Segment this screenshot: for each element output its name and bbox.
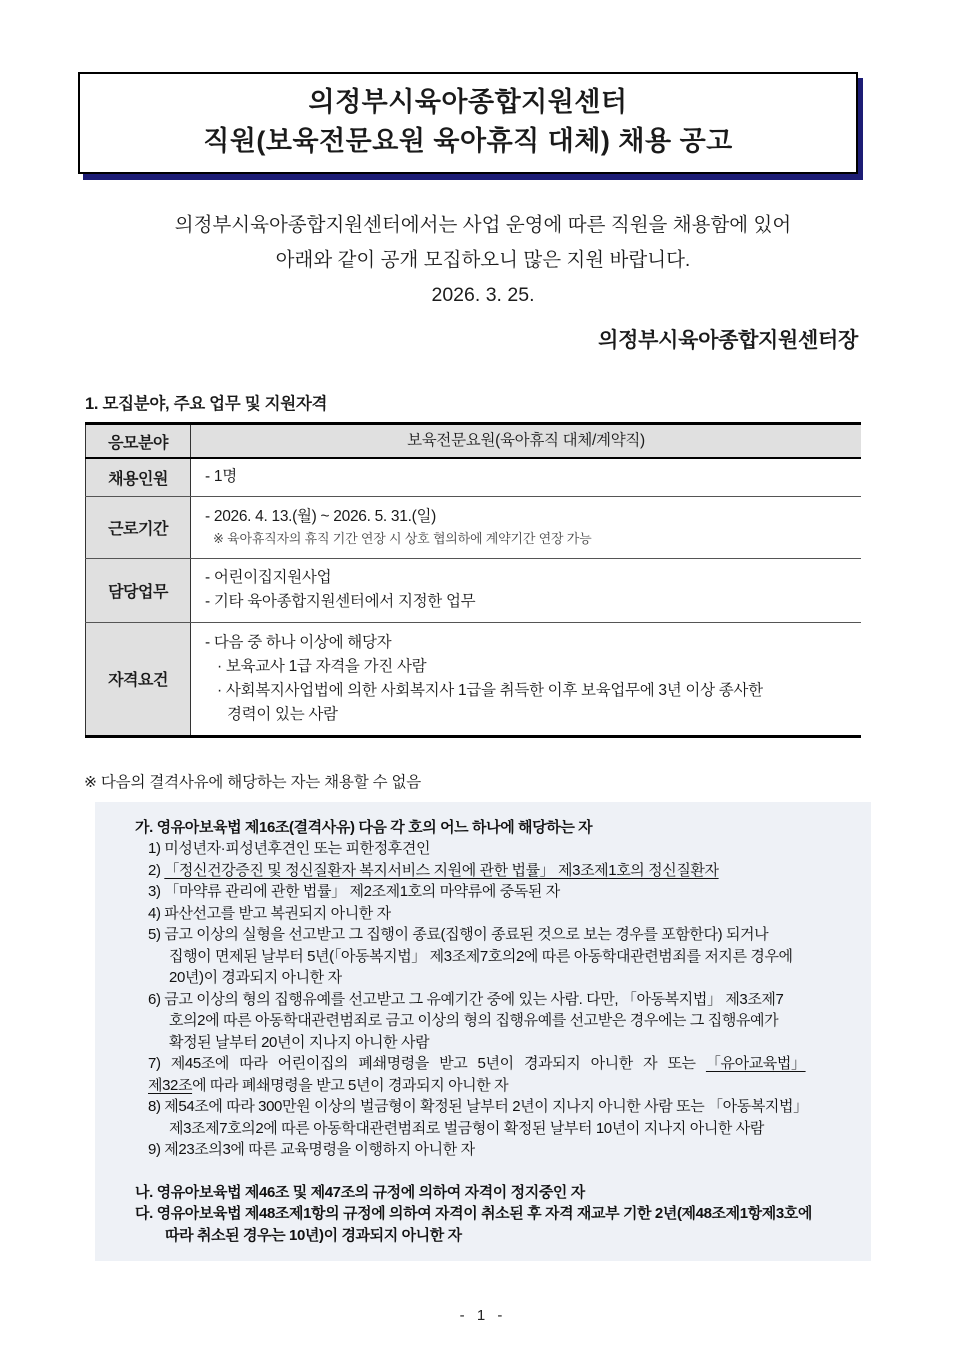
intro-line-2: 아래와 같이 공개 모집하오니 많은 지원 바랍니다. bbox=[275, 249, 691, 271]
clause-item-9: 9) 제23조의3에 따른 교육명령을 이행하지 아니한 자 bbox=[148, 1141, 475, 1158]
spacer bbox=[135, 1161, 859, 1182]
clause-item-5-cont: 20년)이 경과되지 아니한 자 bbox=[169, 969, 342, 986]
field-label: 응모분야 bbox=[86, 424, 191, 459]
duty-line: - 기타 육아종합지원센터에서 지정한 업무 bbox=[205, 593, 476, 610]
qualification-line: · 사회복지사업법에 의한 사회복지사 1급을 취득한 이후 보육업무에 3년 이상 종사한 bbox=[217, 681, 763, 699]
intro-line-1: 의정부시육아종합지원센터에서는 사업 운영에 따른 직원을 채용함에 있어 bbox=[174, 214, 792, 236]
clause-item-2 bbox=[148, 860, 859, 882]
field-label: 채용인원 bbox=[86, 458, 191, 496]
qualification-line: · 보육교사 1급 자격을 가진 사람 bbox=[217, 657, 427, 675]
clause-ga-heading: 가. 영유아보육법 제16조(결격사유) 다음 각 호의 어느 하나에 해당하는 자 bbox=[135, 818, 593, 836]
table-row-work-period bbox=[86, 496, 862, 558]
qualification-line: 경력이 있는 사람 bbox=[227, 705, 338, 723]
field-label: 자격요건 bbox=[86, 622, 191, 736]
field-value bbox=[191, 558, 862, 622]
section1-heading: 1. 모집분야, 주요 업무 및 지원자격 bbox=[85, 395, 328, 413]
field-label: 담당업무 bbox=[86, 558, 191, 622]
item7-cont-text: 에 따라 폐쇄명령을 받고 5년이 경과되지 아니한 자 bbox=[192, 1076, 509, 1094]
item7-text: 7) 제45조에 따라 어린이집의 폐쇄명령을 받고 5년이 경과되지 아니한 자 또는 bbox=[148, 1055, 706, 1072]
signer-title: 의정부시육아종합지원센터장 bbox=[598, 329, 858, 352]
announcement-date: 2026. 3. 25. bbox=[431, 284, 535, 306]
table-row-headcount bbox=[86, 458, 862, 496]
field-value: 보육전문요원(육아휴직 대체/계약직) bbox=[191, 424, 862, 459]
clause-item-4: 4) 파산선고를 받고 복권되지 아니한 자 bbox=[148, 904, 391, 922]
duty-line: - 어린이집지원사업 bbox=[205, 569, 332, 586]
item7-underlined-ref: 제32조 bbox=[148, 1076, 193, 1094]
clause-item-5: 5) 금고 이상의 실형을 선고받고 그 집행이 종료(집행이 종료된 것으로 보는 경우를 포함한다) 되거나 bbox=[148, 926, 769, 943]
period-sub-note: ※ 육아휴직자의 휴직 기간 연장 시 상호 협의하에 계약기간 연장 가능 bbox=[213, 531, 592, 546]
clause-da: 다. 영유아보육법 제48조제1항의 규정에 의하여 자격이 취소된 후 자격 재교부 기한 2년(제48조제1항제3호에 bbox=[135, 1205, 812, 1222]
clause-na: 나. 영유아보육법 제46조 및 제47조의 규정에 의하여 자격이 정지중인 자 bbox=[135, 1183, 585, 1201]
item7-underlined-text: 「유아교육법」 bbox=[705, 1055, 806, 1072]
item2-underlined-text: 「정신건강증진 및 정신질환자 복지서비스 지원에 관한 법률」 제3조제1호의 정신질환자 bbox=[164, 861, 719, 879]
field-label: 근로기간 bbox=[86, 496, 191, 558]
recruitment-table bbox=[85, 422, 861, 738]
field-value: - 1명 bbox=[191, 458, 862, 496]
clause-item-8: 8) 제54조에 따라 300만원 이상의 벌금형이 확정된 날부터 2년이 지나지 아니한 사람 또는 「아동복지법」 bbox=[148, 1098, 808, 1115]
title-box bbox=[78, 72, 858, 174]
clause-item-6: 6) 금고 이상의 형의 집행유예를 선고받고 그 유예기간 중에 있는 사람. 다만, 「아동복지법」 제3조제7 bbox=[148, 990, 784, 1008]
clause-item-5-cont: 집행이 면제된 날부터 5년(「아동복지법」 제3조제7호의2에 따른 아동학대관련범죄를 저지른 경우에 bbox=[169, 947, 793, 965]
table-row-field bbox=[86, 424, 862, 459]
table-row-qualifications bbox=[86, 622, 862, 736]
title-line-2: 직원(보육전문요원 육아휴직 대체) 채용 공고 bbox=[203, 126, 733, 156]
period-line: - 2026. 4. 13.(월) ~ 2026. 5. 31.(일) bbox=[205, 508, 436, 525]
clause-item-6-cont: 호의2에 따른 아동학대관련범죄로 금고 이상의 형의 집행유예를 선고받은 경우에는 그 집행유예가 bbox=[169, 1012, 779, 1029]
clause-item-3: 3) 「마약류 관리에 관한 법률」 제2조제1호의 마약류에 중독된 자 bbox=[148, 883, 560, 900]
field-value bbox=[191, 496, 862, 558]
clause-item-7 bbox=[148, 1053, 859, 1075]
qualification-line: - 다음 중 하나 이상에 해당자 bbox=[205, 633, 392, 651]
clause-item-1: 1) 미성년자·피성년후견인 또는 피한정후견인 bbox=[148, 840, 431, 857]
disqualification-note: ※ 다음의 결격사유에 해당하는 자는 채용할 수 없음 bbox=[84, 773, 421, 791]
page-number: - 1 - bbox=[459, 1307, 507, 1324]
item2-number: 2) bbox=[148, 861, 165, 879]
table-row-duties bbox=[86, 558, 862, 622]
clause-item-8-cont: 제3조제7호의2에 따른 아동학대관련범죄로 벌금형이 확정된 날부터 10년이 지나지 아니한 사람 bbox=[169, 1119, 764, 1137]
clause-da-cont: 따라 취소된 경우는 10년)이 경과되지 아니한 자 bbox=[165, 1226, 462, 1244]
clause-item-6-cont: 확정된 날부터 20년이 지나지 아니한 사람 bbox=[169, 1033, 430, 1051]
title-line-1: 의정부시육아종합지원센터 bbox=[308, 87, 628, 117]
field-value bbox=[191, 622, 862, 736]
clause-item-7-cont bbox=[148, 1075, 859, 1097]
disqualification-box bbox=[95, 802, 871, 1262]
intro-paragraph bbox=[0, 208, 966, 313]
